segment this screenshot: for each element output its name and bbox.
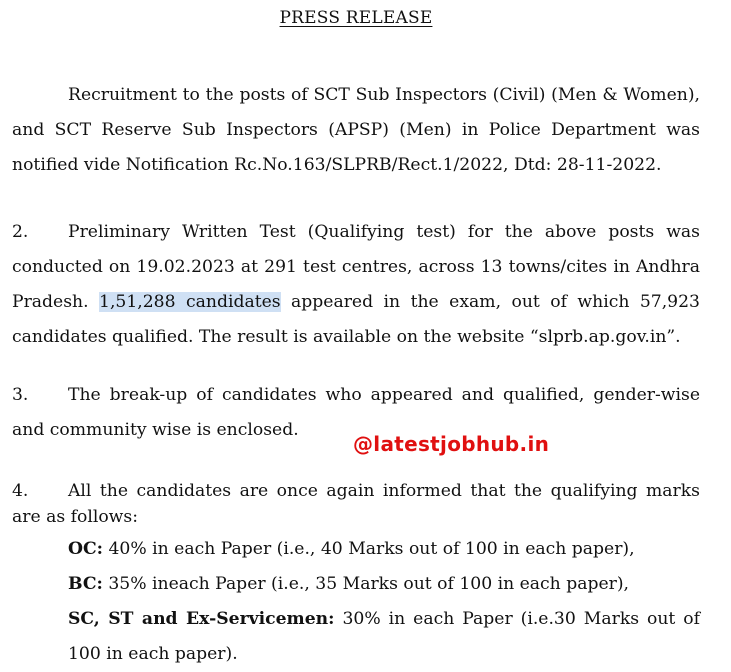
- category-label-sc-st: SC, ST and Ex-Servicemen:: [68, 609, 335, 629]
- paragraph-2: [12, 215, 700, 355]
- paragraph-1-text: Recruitment to the posts of SCT Sub Inspectors (Civil) (Men & Women), and SCT Reserve Sub Inspectors (APSP) (Men) in Police Department was notified vide Notification Rc.No.163/SLPRB/Rect.1/2022, Dtd: 28-11-2022.: [12, 85, 700, 175]
- paragraph-2-text-before: Preliminary Written Test (Qualifying test) for the above posts was conducted on 19.02.2023 at 291 test centres, across 13 towns/cites in Andhra Pradesh.: [12, 222, 700, 312]
- paragraph-4-number: 4.: [12, 481, 29, 501]
- qualifying-marks-oc: [68, 532, 700, 567]
- paragraph-3-number: 3.: [12, 385, 29, 405]
- page-title: PRESS RELEASE: [279, 8, 433, 28]
- paragraph-2-number: 2.: [12, 222, 29, 242]
- paragraph-4-text: All the candidates are once again informed that the qualifying marks are as follows:: [12, 481, 700, 527]
- highlighted-candidates-count: 1,51,288 candidates: [99, 292, 281, 312]
- category-text-sc-st: 30% in each Paper (i.e.30 Marks out of 100 in each paper).: [68, 609, 700, 664]
- category-label-bc: BC:: [68, 574, 103, 594]
- watermark-text: @latestjobhub.in: [353, 432, 550, 456]
- paragraph-1: [12, 78, 700, 183]
- category-text-bc: 35% ineach Paper (i.e., 35 Marks out of 100 in each paper),: [102, 574, 630, 594]
- paragraph-3-text: The break-up of candidates who appeared and qualified, gender-wise and community wise is enclosed.: [12, 385, 700, 440]
- category-text-oc: 40% in each Paper (i.e., 40 Marks out of 100 in each paper),: [103, 539, 635, 559]
- paragraph-4: [12, 478, 700, 530]
- qualifying-marks-bc: [68, 567, 700, 602]
- paragraph-2-text-after: appeared in the exam, out of which 57,923 candidates qualified. The result is available on the website “slprb.ap.gov.in”.: [12, 292, 700, 347]
- category-label-oc: OC:: [68, 539, 103, 559]
- qualifying-marks-sc-st: [68, 602, 700, 672]
